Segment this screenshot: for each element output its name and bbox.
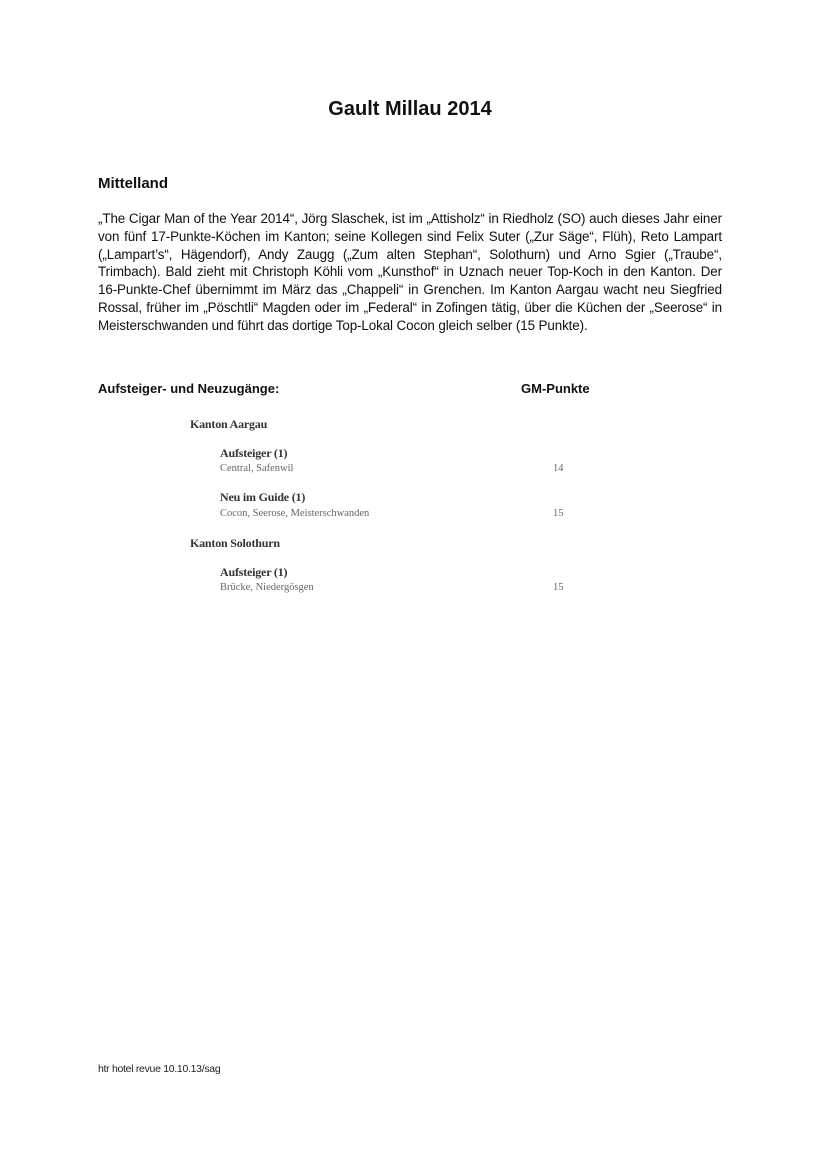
list-header-points: GM-Punkte <box>521 381 590 396</box>
footer-source: htr hotel revue 10.10.13/sag <box>98 1063 221 1075</box>
canton-heading: Kanton Solothurn <box>190 536 280 550</box>
category-label: Aufsteiger (1) <box>220 565 288 579</box>
list-header-left: Aufsteiger- und Neuzugänge: <box>98 381 280 396</box>
list-item-points: 14 <box>553 463 564 474</box>
list-item-entry: Cocon, Seerose, Meisterschwanden <box>220 508 370 519</box>
list-item-entry: Central, Safenwil <box>220 463 294 474</box>
list-item-points: 15 <box>553 582 564 593</box>
section-heading: Mittelland <box>98 175 168 192</box>
page-title: Gault Millau 2014 <box>328 98 492 120</box>
list-item-entry: Brücke, Niedergösgen <box>220 582 314 593</box>
list-item-points: 15 <box>553 508 564 519</box>
section-paragraph: „The Cigar Man of the Year 2014“, Jörg Slaschek, ist im „Attisholz“ in Riedholz (SO) auch dieses Jahr einer von fünf 17-Punkte-Köchen im Kanton; seine Kollegen sind Felix Suter („Zur Säge“, Flüh), Reto Lampart („Lampart’s“, Hägendorf), Andy Zaugg („Zum alten Stephan“, Solothurn) und Arno Sgier („Traube“, Trimbach). Bald zieht mit Christoph Köhli vom „Kunsthof“ in Uznach neuer Top-Koch in den Kanton. Der 16-Punkte-Chef übernimmt im März das „Chappeli“ in Grenchen. Im Kanton Aargau wacht neu Siegfried Rossal, früher im „Pöschtli“ Magden oder im „Federal“ in Zofingen tätig, über die Küchen der „Seerose“ in Meisterschwanden und führt das dortige Top-Lokal Cocon gleich selber (15 Punkte). <box>98 211 722 333</box>
canton-heading: Kanton Aargau <box>190 417 268 431</box>
category-label: Aufsteiger (1) <box>220 446 288 460</box>
category-label: Neu im Guide (1) <box>220 490 306 504</box>
